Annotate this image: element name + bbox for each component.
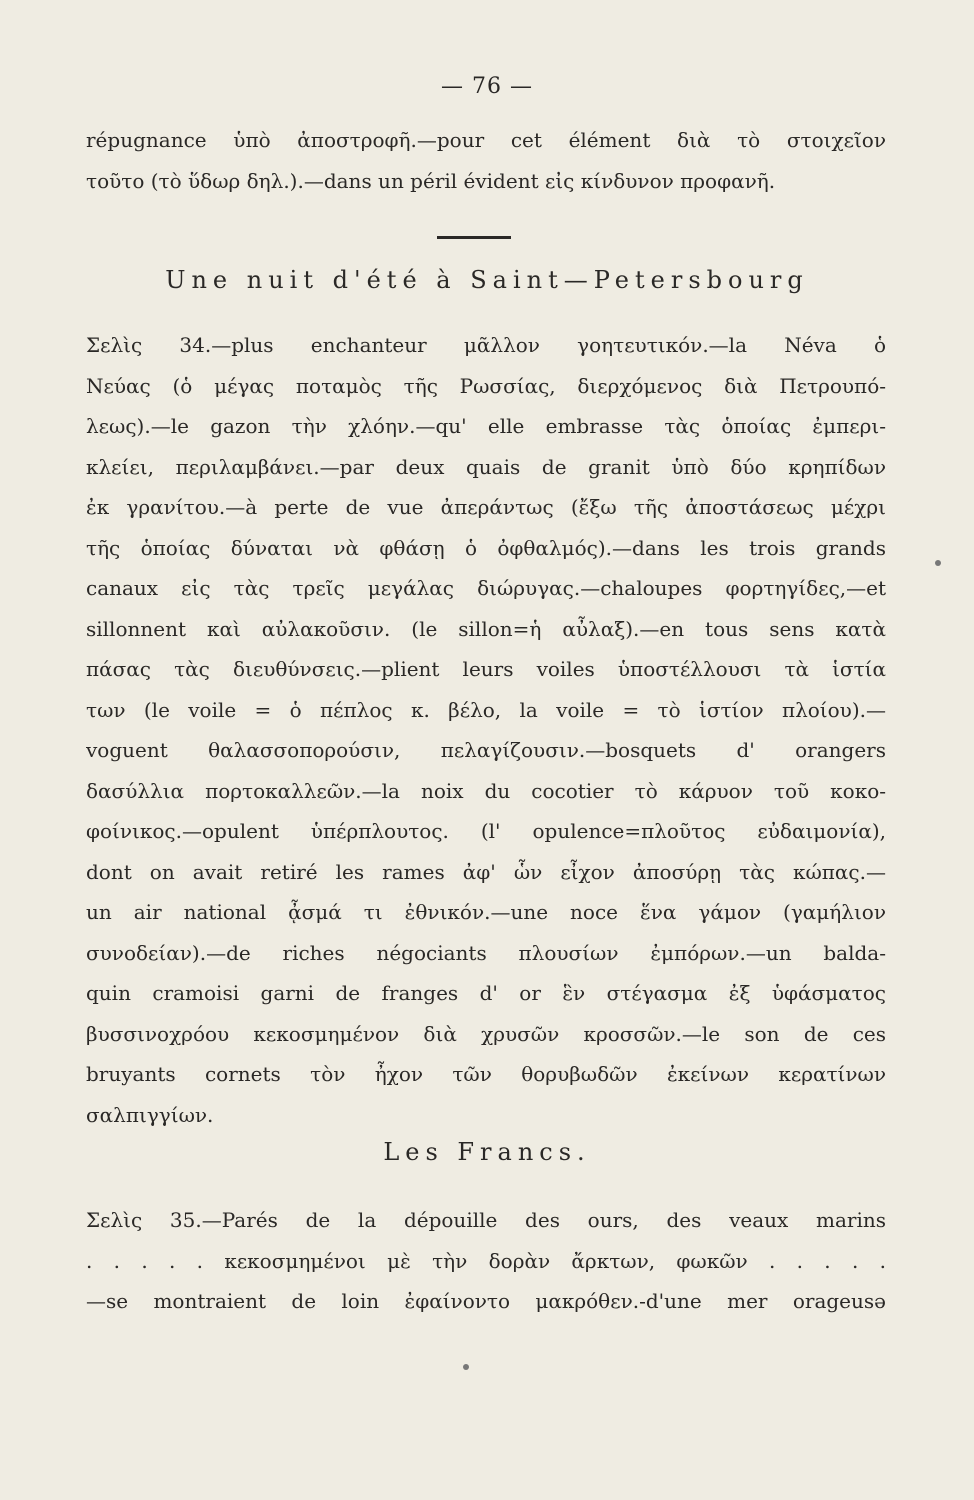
section-heading-saint-petersbourg: Une nuit d'été à Saint—Petersbourg xyxy=(165,266,809,294)
text-line: dont on avait retiré les rames ἀφ' ὧν εἶχον ἀποσύρῃ τὰς κώπας.— xyxy=(86,859,886,884)
text-line: φοίνικος.—opulent ὑπέρπλουτος. (l' opulence=πλοῦτος εὐδαιμονία), xyxy=(86,819,886,843)
text-line: συνοδείαν).—de riches négociants πλουσίων ἐμπόρων.—un balda- xyxy=(86,940,886,965)
text-line: ἐκ γρανίτου.—à perte de vue ἀπεράντως (ἔξω τῆς ἀποστάσεως μέχρι xyxy=(86,495,886,519)
text-line: Σελὶς 34.—plus enchanteur μᾶλλον γοητευτικόν.—la Néva ὁ xyxy=(86,333,886,357)
text-line: κλείει, περιλαμβάνει.—par deux quais de granit ὑπὸ δύο κρηπίδων xyxy=(86,454,886,479)
section-paragraph-les-francs xyxy=(86,1200,886,1322)
section-divider xyxy=(437,236,511,239)
text-line: . . . . . κεκοσμημένοι μὲ τὴν δορὰν ἄρκτων, φωκῶν . . . . . xyxy=(86,1248,886,1273)
section-heading-les-francs: Les Francs. xyxy=(383,1138,591,1166)
text-line: πάσας τὰς διευθύνσεις.—plient leurs voiles ὑποστέλλουσι τὰ ἱστία xyxy=(86,657,886,681)
text-line: Σελὶς 35.—Parés de la dépouille des ours, des veaux marins xyxy=(86,1208,886,1232)
text-line: un air national ᾆσμά τι ἐθνικόν.—une noce ἕνα γάμον (γαμήλιον xyxy=(86,900,886,924)
text-line: canaux εἰς τὰς τρεῖς μεγάλας διώρυγας.—chaloupes φορτηγίδες,—et xyxy=(86,576,886,600)
text-line: δασύλλια πορτοκαλλεῶν.—la noix du cocotier τὸ κάρυον τοῦ κοκο- xyxy=(86,778,886,803)
text-line: sillonnent καὶ αὐλακοῦσιν. (le sillon=ἡ αὖλαξ).—en tous sens κατὰ xyxy=(86,616,886,641)
text-line: τῆς ὁποίας δύναται νὰ φθάσῃ ὁ ὀφθαλμός).—dans les trois grands xyxy=(86,535,886,560)
text-line: τοῦτο (τὸ ὕδωρ δηλ.).—dans un péril évident εἰς κίνδυνον προφανῆ. xyxy=(86,168,776,193)
intro-paragraph xyxy=(86,120,886,201)
section-paragraph-saint-petersbourg xyxy=(86,325,886,1135)
text-line: βυσσινοχρόου κεκοσμημένον διὰ χρυσῶν κροσσῶν.—le son de ces xyxy=(86,1021,886,1046)
text-line: répugnance ὑπὸ ἀποστροφῆ.—pour cet élément διὰ τὸ στοιχεῖον xyxy=(86,128,886,152)
text-line: λεως).—le gazon τὴν χλόην.—qu' elle embrasse τὰς ὁποίας ἐμπερι- xyxy=(86,414,886,438)
text-line: —se montraient de loin ἐφαίνοντο μακρόθεν.-d'une mer orageusə xyxy=(86,1289,886,1313)
text-line: σαλπιγγίων. xyxy=(86,1102,214,1127)
text-line: Νεύας (ὁ μέγας ποταμὸς τῆς Ρωσσίας, διερχόμενος διὰ Πετρουπό- xyxy=(86,373,886,398)
text-line: voguent θαλασσοπορούσιν, πελαγίζουσιν.—bosquets d' orangers xyxy=(86,738,886,762)
text-line: των (le voile = ὁ πέπλος κ. βέλο, la voile = τὸ ἱστίον πλοίου).— xyxy=(86,697,886,722)
text-line: quin cramoisi garni de franges d' or ἓν στέγασμα ἐξ ὑφάσματος xyxy=(86,981,886,1005)
page-speck xyxy=(463,1364,469,1370)
text-line: bruyants cornets τὸν ἦχον τῶν θορυβωδῶν ἐκείνων κερατίνων xyxy=(86,1062,886,1086)
page-number: — 76 — xyxy=(441,74,533,99)
page-speck xyxy=(935,560,941,566)
